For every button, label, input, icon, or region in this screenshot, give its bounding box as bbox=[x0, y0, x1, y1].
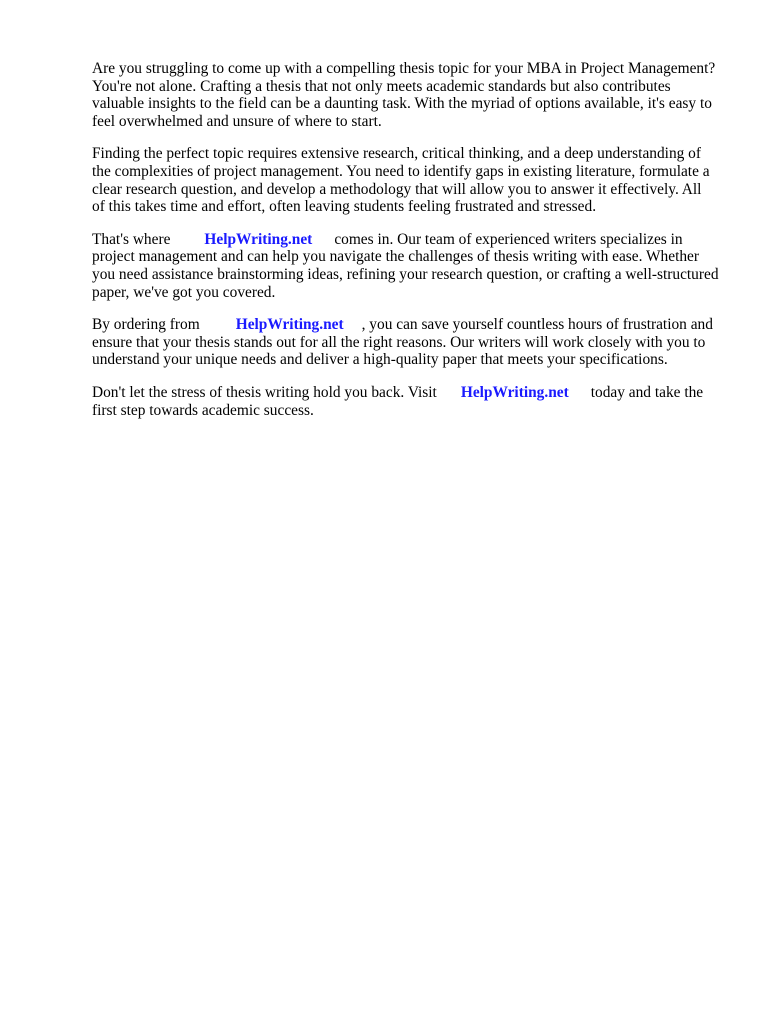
text-line bbox=[92, 231, 728, 249]
paragraph-visit bbox=[92, 384, 728, 419]
helpwriting-link[interactable]: HelpWriting.net bbox=[235, 316, 344, 334]
text-after-link: comes in. Our team of experienced writers specializes in bbox=[334, 230, 683, 248]
text-before-link: That's where bbox=[92, 230, 171, 248]
helpwriting-link[interactable]: HelpWriting.net bbox=[460, 383, 569, 401]
text-line: feel overwhelmed and unsure of where to start. bbox=[92, 112, 382, 130]
text-after-link: , you can save yourself countless hours of frustration and bbox=[361, 316, 713, 334]
text-line: you need assistance brainstorming ideas, refining your research question, or crafting a well-structured bbox=[92, 265, 719, 283]
text-line: clear research question, and develop a methodology that will allow you to answer it effectively. All bbox=[92, 180, 702, 198]
text-before-link: By ordering from bbox=[92, 316, 200, 334]
text-line: project management and can help you navigate the challenges of thesis writing with ease. Whether bbox=[92, 248, 700, 266]
paragraph-topic bbox=[92, 145, 728, 215]
helpwriting-link[interactable]: HelpWriting.net bbox=[204, 230, 313, 248]
paragraph-intro bbox=[92, 60, 728, 130]
text-line: first step towards academic success. bbox=[92, 401, 314, 419]
text-line: of this takes time and effort, often leaving students feeling frustrated and stressed. bbox=[92, 198, 597, 216]
text-line bbox=[92, 316, 728, 334]
text-line: understand your unique needs and deliver a high-quality paper that meets your specifications. bbox=[92, 351, 668, 369]
text-after-link: today and take the bbox=[590, 383, 704, 401]
text-line: You're not alone. Crafting a thesis that not only meets academic standards but also contributes bbox=[92, 77, 671, 95]
text-line: the complexities of project management. You need to identify gaps in existing literature, formulate a bbox=[92, 162, 710, 180]
text-line bbox=[92, 384, 728, 402]
text-line: valuable insights to the field can be a daunting task. With the myriad of options available, it's easy to bbox=[92, 95, 712, 113]
text-line: paper, we've got you covered. bbox=[92, 283, 276, 301]
text-line: ensure that your thesis stands out for all the right reasons. Our writers will work closely with you to bbox=[92, 333, 706, 351]
text-line: Are you struggling to come up with a compelling thesis topic for your MBA in Project Management? bbox=[92, 60, 716, 77]
text-line: Finding the perfect topic requires extensive research, critical thinking, and a deep understanding of bbox=[92, 145, 701, 163]
paragraph-service bbox=[92, 231, 728, 301]
paragraph-ordering bbox=[92, 316, 728, 369]
text-before-link: Don't let the stress of thesis writing hold you back. Visit bbox=[92, 383, 437, 401]
